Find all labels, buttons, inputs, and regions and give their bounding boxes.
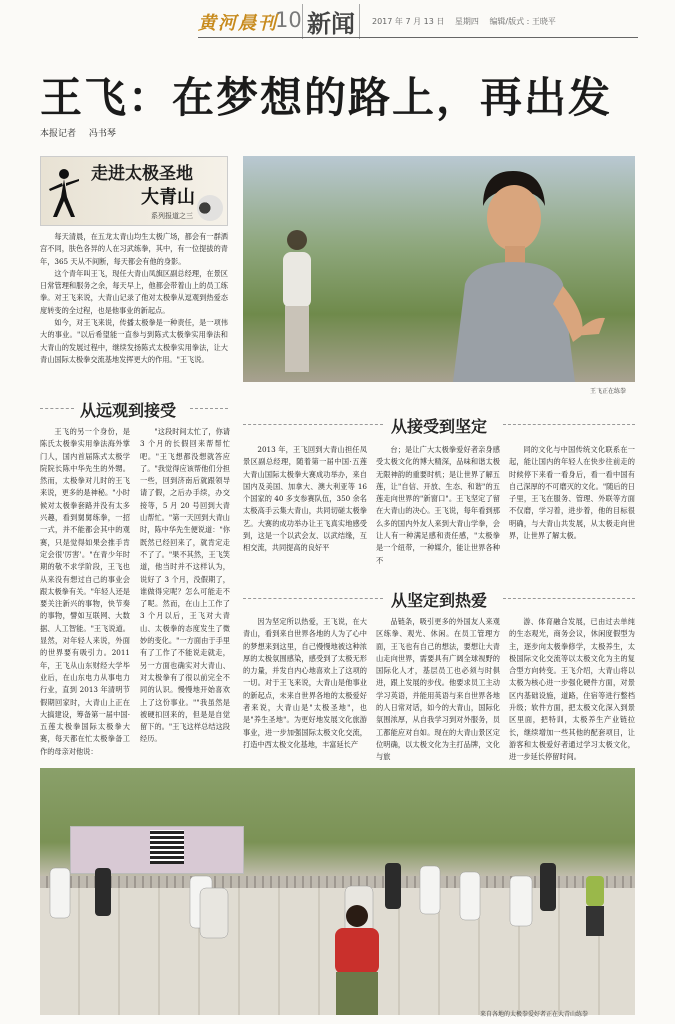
section-text: 同的文化与中国传统文化联系在一起，能让国内的年轻人在快步往前走的时候停下来看一看身后，看一看中国有自己深厚的不可磨灭的文化。"随后的日子里，王飞在服务、管理、外联等方面不仅磨，学习着，进步着，他的目标很明确，与大青山共发展，从太极走向世界，让世界了解太极。 bbox=[509, 445, 635, 541]
section-heading-text: 从接受到坚定 bbox=[391, 417, 488, 436]
series-title: 走进太极圣地 bbox=[91, 164, 193, 184]
series-subtitle: 大青山 bbox=[141, 187, 195, 208]
bottom-caption: 来自各地的太极拳爱好者正在大青山练拳 bbox=[480, 1011, 589, 1018]
section-heading-text: 从远观到接受 bbox=[80, 401, 177, 420]
hero-caption: 王飞正在练拳 bbox=[590, 388, 627, 395]
intro-paragraph: 每天清晨，在五龙太青山均生太极广场，都会有一群洒宫不同，肤色各异的人在习武练拳，其中，有一位提拔的青年，365 天从不间断，每天都会有他的身影。 bbox=[40, 232, 228, 266]
headline: 王飞：在梦想的路上，再出发 bbox=[40, 73, 613, 122]
intro-text bbox=[40, 231, 228, 366]
section-title: 新闻 bbox=[302, 4, 360, 39]
practitioners-figures bbox=[40, 768, 635, 1015]
yinyang-icon bbox=[197, 195, 223, 221]
section-text: "这段时间太忙了，你请 3 个月的长假回来帮帮忙吧。"王飞想都没想就答应了。"我觉得应该帮他们分担一些，回到济南后就跟领导请了假，之后办手续，办交接等，5 月 20 号回到大青山帮忙。"第一天回到大青山时，陈中华先生便说道："你既然已经回来了，就肯定走不了了。"果不其然，王飞笑道，他当时并不这样认为，说好了 3 个月，没假期了，谁做得完呢？怎么可能走不了呢。然而，在山上工作了 3 个月以后，王飞对大青山、太极拳的态度发生了微妙的变化。"一方面由于手里有了工作了不能说走就走，另一方面也确实对大青山、对太极拳有了很以前完全不同的认识。慢慢地开始喜欢上了这份事业。""我虽然是被硬扣回来的，但是是自觉留下的。"王飞这样总结这段经历。 bbox=[140, 427, 230, 744]
taichi-figure-icon bbox=[47, 167, 81, 219]
section-heading-text: 从坚定到热爱 bbox=[391, 591, 488, 610]
heading-rule bbox=[40, 408, 74, 409]
wang-fei-figure bbox=[413, 166, 613, 382]
section-text: 品链条，吸引更多的外国友人来观区练拳、观光、休闲。在员工管理方面，王飞也有自己的想法，要想让大青山走向世界，需要具有广阔全球视野的国际化人才，基层员工也必须与时俱进，跟上发展的步伐。他要求员工主动学习英语，并能用英语与来自世界各地的人日常对话，如今的大青山，国际化氛围浓厚，从自我学习到对外服务，员工都能应对自如。现在的大青山景区定位明确，以太极文化为主打品牌，文化与旅 bbox=[376, 617, 500, 762]
editor-credit: 编辑/版式 : 王晓平 bbox=[489, 17, 556, 26]
group-practice-photo bbox=[40, 768, 635, 1015]
heading-rule bbox=[503, 424, 635, 425]
intro-paragraph: 这个青年叫王飞，现任大青山凤旗区副总经理，在景区日常管理和服务之余，每天早上，他都会带着山上的员工练拳。对王飞来说，大青山记录了他对太极拳从逗观到热爱态度转变的全过程，也是他事业的新起点。 bbox=[40, 268, 228, 315]
issue-weekday: 星期四 bbox=[454, 17, 479, 26]
series-number: 系列报道之三 bbox=[151, 212, 193, 220]
section-text: 2013 年，王飞回到大青山担任凤景区副总经理，随着第一届中国·五莲大青山国际太极拳大赛成功举办，来自国内及美国、加拿大、澳大利亚等 16 个国家的 40 多支参赛队伍，350 余名太极高手云集大青山，共同切磋太极拳艺。大赛的成功举办让王飞真实地感受到，这是一个以武会友、以武结缘，互相交流，共同提高的良好平 bbox=[243, 445, 367, 553]
section-text: 王飞的另一个身份，是陈氏太极拳实用拳法海外掌门人，国内首届陈式太极学院院长陈中华先生的外甥。然而，太极拳对儿时的王飞来说，更多的是神秘。"小时候对太极拳套路并没有太多兴趣，看到舅舅练拳，一招一式，并不能都会其中的观赛，只是觉得如果会推手肯定会很'厉害'。"在青少年时期的敬不求学阶段，王飞也从来没有想过自己的事业会跟太极拳有关。"年轻人还是要关注新兴的事物，快节奏的事物，譬如互联网、大数据、人工智能。"王飞说道。显然，对年轻人来说，外面的世界要有吸引力。2011 年，王飞从山东财经大学毕业后，在山东电力从事电力行业，直到 2013 年清明节假期回家时，大青山上正在大搞建设，筹备第一届中国·五莲太极拳国际太极拳大赛，每天都在忙太极拳备工作的母亲对他说： bbox=[40, 427, 130, 756]
newspaper-logo: 黄河晨刊 bbox=[198, 13, 278, 34]
issue-meta bbox=[372, 16, 564, 27]
heading-rule bbox=[503, 598, 635, 599]
series-banner bbox=[40, 156, 228, 226]
section-text: 游、体育融合发展，已由过去单纯的生态观光，商务会议，休闲度假型为主，逐步向太极拳修学，太极养生，太极国际文化交流等以太极文化为主的复合型方向转变。王飞介绍，大青山将以太极为核心进一步强化硬件方面，对景区内基础设施，道路，住宿等进行整档升级；软件方面，把太极文化深入到景区里面，把特训，太极养生产业链拉长，继续增加一些其他的配套项目，让游客和太极爱好者通过学习太极文化，进一步延长停留时间。 bbox=[509, 617, 635, 762]
hero-photo bbox=[243, 156, 635, 382]
background-person-figure bbox=[275, 226, 319, 376]
byline-label: 本报记者 bbox=[40, 129, 77, 139]
page-number: 10 bbox=[275, 8, 302, 32]
masthead-rule bbox=[198, 37, 638, 38]
issue-date: 2017 年 7 月 13 日 bbox=[372, 17, 445, 26]
section-text: 台；是让广大太极拳爱好者亲身感受太极文化的博大精深，品味和谐太极无限神韵的重要时机；是让世界了解五莲，让"自信、开放、生态、和谐"的五莲走向世界的"新窗口"。王飞坚定了留在大青山的决心。王飞说，每年看到那么多的国内外友人来到大青山学拳，会让人有一种满足感和责任感，"太极拳是一个纽带，一种媒介，能让世界各种不 bbox=[376, 445, 500, 565]
heading-rule bbox=[243, 424, 383, 425]
section-text: 因为坚定所以热爱，王飞说，在大青山，看到来自世界各地的人为了心中的梦想来到这里，自己慢慢地被这种浓厚的太极氛围感染，感受到了太极无形的力量，并发自内心地喜欢上了这项的一切。对于王飞来说，大青山是他事业的新起点，未来自世界各地的太极爱好者来说，大青山是"太极圣地"，也是"养生圣地"。为更好地发展文化旅游事业，进一步加强国际太极文化交流，打造中西太极文化基地，丰富延长产 bbox=[243, 617, 367, 749]
masthead bbox=[0, 0, 675, 42]
byline bbox=[40, 126, 116, 139]
byline-name: 冯书琴 bbox=[88, 129, 116, 139]
heading-rule bbox=[243, 598, 383, 599]
heading-rule bbox=[190, 408, 228, 409]
intro-paragraph: 如今，对王飞来说，传播太极拳是一种责任，是一项伟大的事业。"以后希望能一直参与到陈式太极拳实用拳法和大青山的发展过程中，继续发扬陈式太极拳实用拳法，让大青山国际太极拳交流基地发挥更大的作用。"王飞说。 bbox=[40, 318, 228, 364]
